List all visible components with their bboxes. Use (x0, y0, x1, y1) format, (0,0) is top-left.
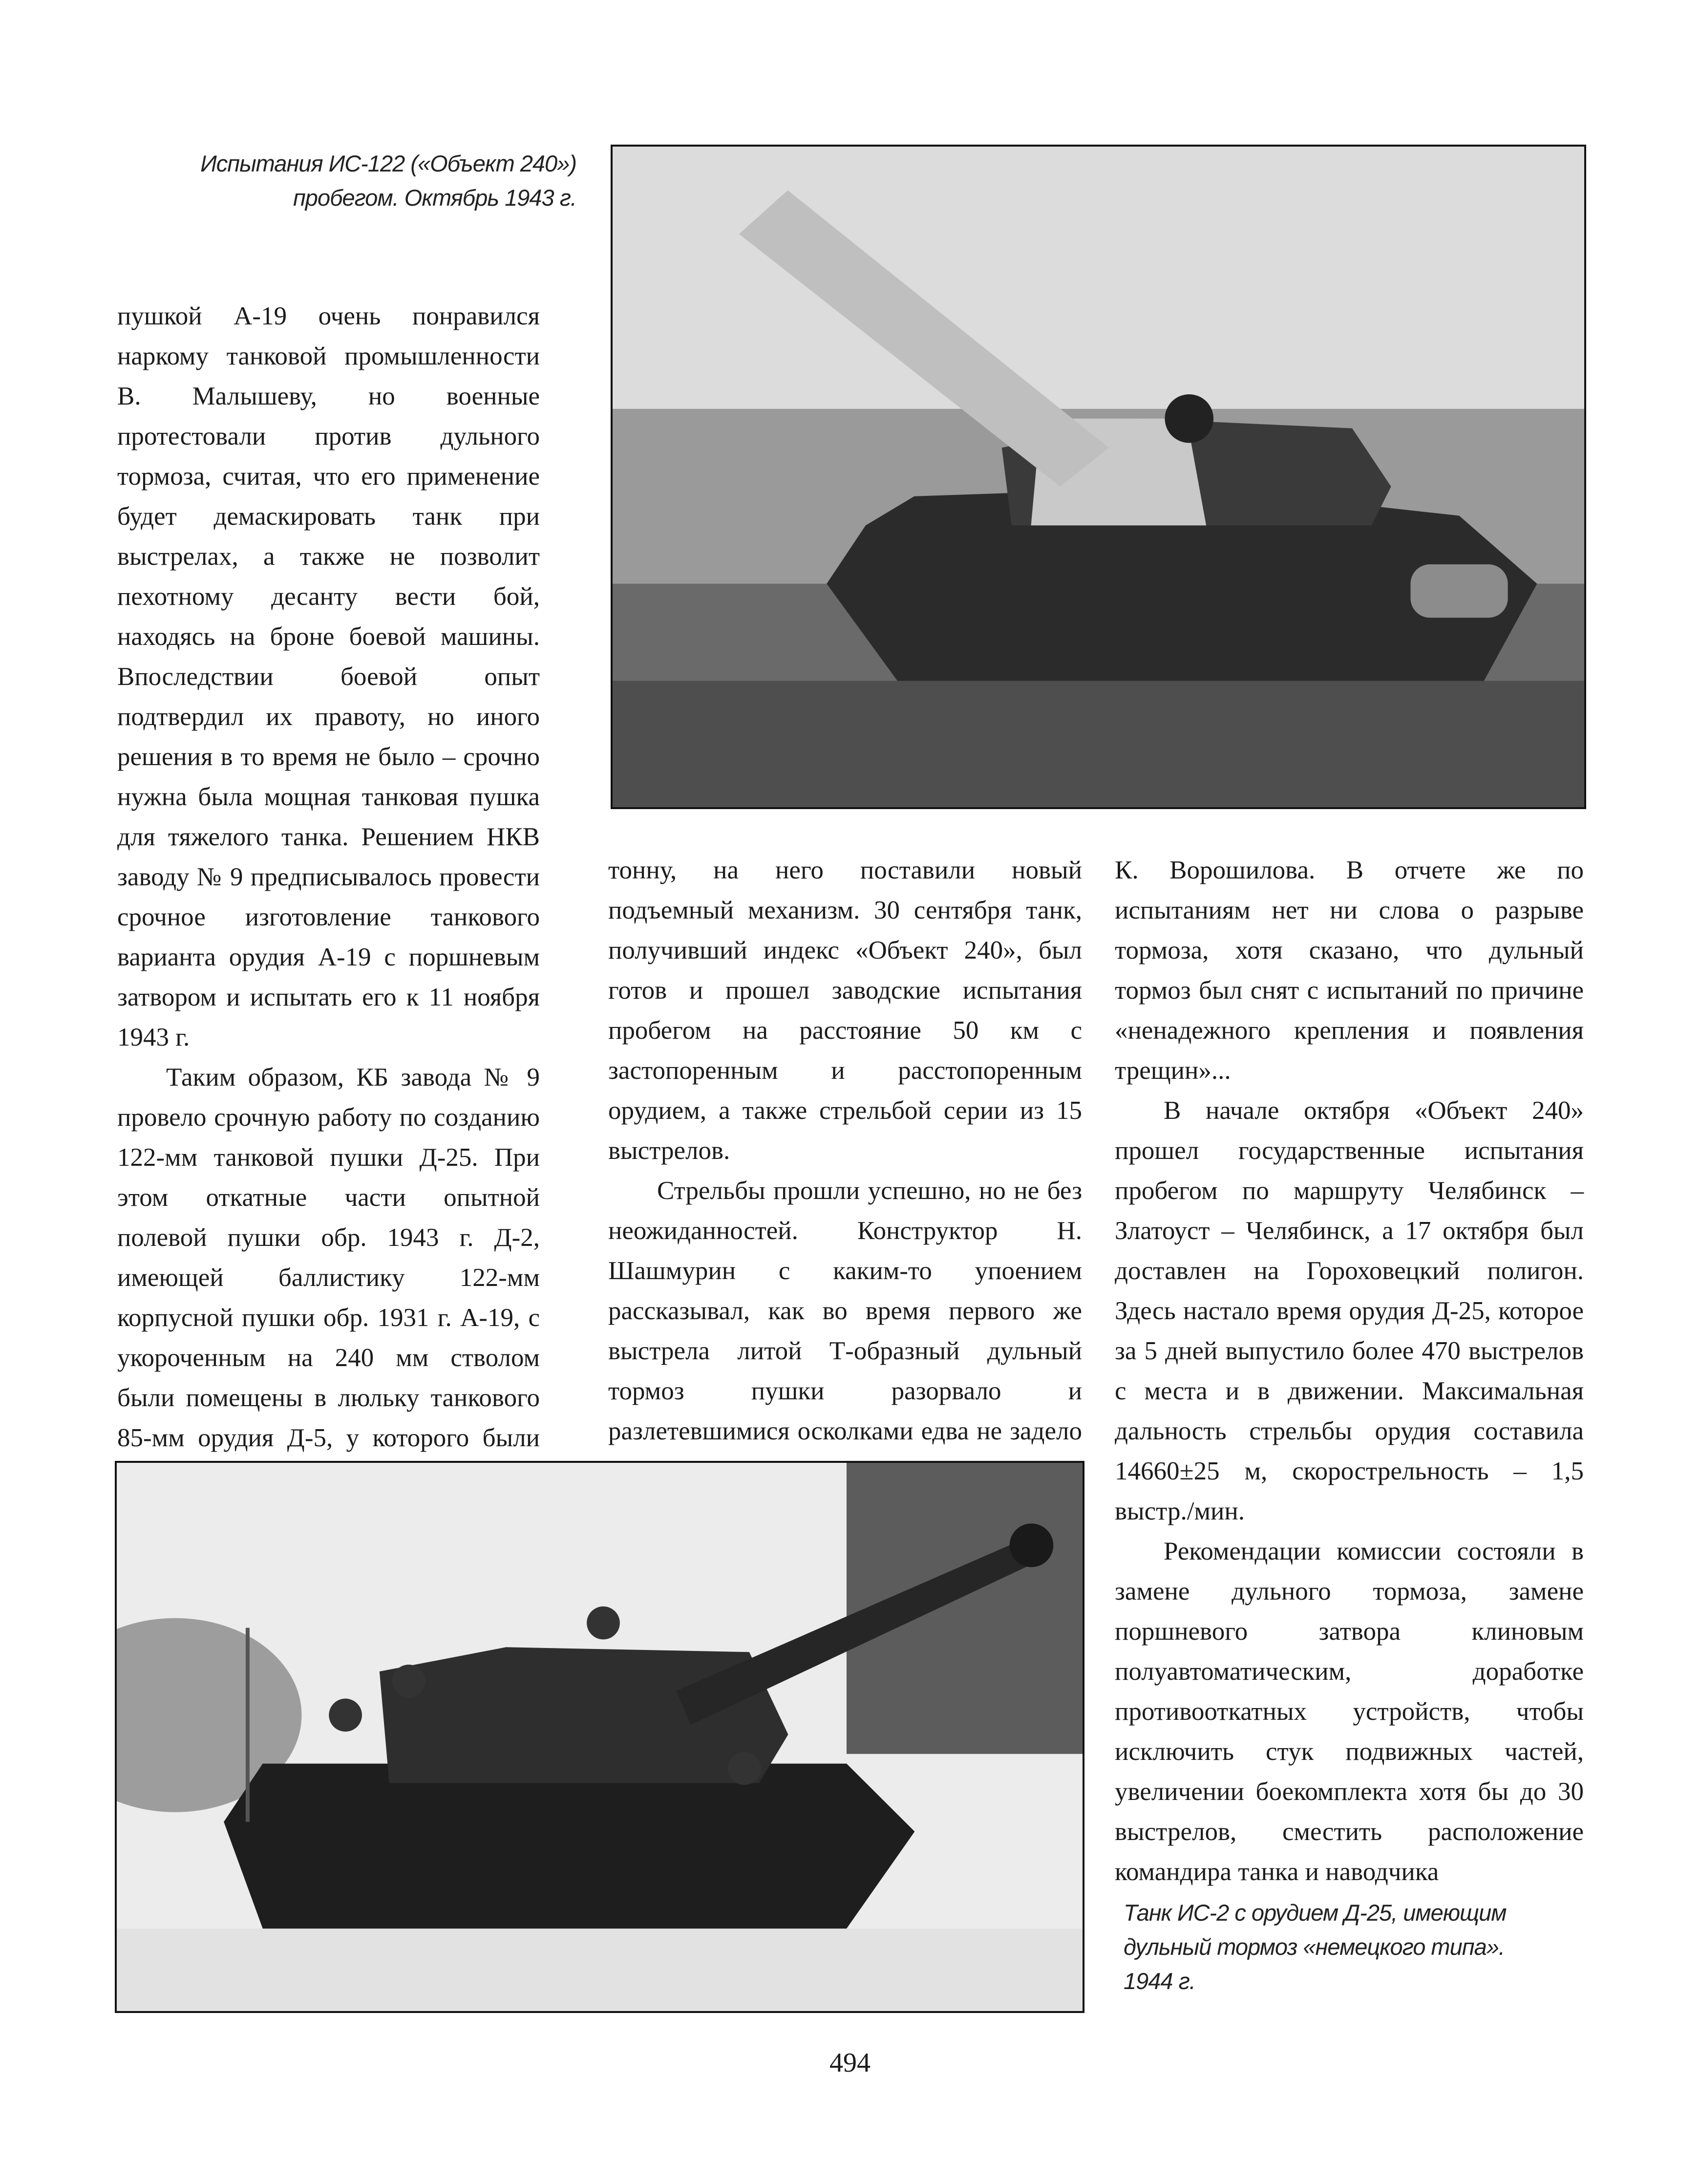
text-column-1 (117, 296, 540, 1578)
paragraph: Таким образом, КБ завода № 9 провело срочную работу по созданию 122-мм танковой пушки Д-25. При этом откатные части опытной полевой пушки обр. 1943 г. Д-2, имеющей баллистику 122-мм корпусной пушки обр. 1931 г. А-19, с укороченным на 240 мм стволом были помещены в люльку танкового 85-мм орудия Д-5, у которого были (117, 1063, 540, 1452)
paragraph: тонну, на него поставили новый подъемный механизм. 30 сентября танк, получивший индекс «Объект 240», был готов и прошел заводские испытания пробегом на расстояние 50 км с застопоренным и расстопоренным орудием, а также стрельбой серии из 15 выстрелов. (608, 856, 1082, 1165)
caption-line: 1944 г. (1124, 1968, 1195, 1994)
page-number: 494 (829, 2048, 871, 2078)
paragraph: Стрельбы прошли успешно, но не без неожиданностей. Конструктор Н. Шашмурин с каким-то упоением рассказывал, как во время первого же выстрела литой Т-образный дульный тормоз пушки разорвало и разлетевшимися осколками едва не задело (608, 1177, 1082, 1445)
text-column-3 (1115, 850, 1584, 1892)
photo-caption-top (147, 147, 576, 215)
caption-line: Танк ИС-2 с орудием Д-25, имеющим (1124, 1900, 1507, 1926)
caption-line: дульный тормоз «немецкого типа». (1124, 1934, 1505, 1960)
photo-caption-bottom (1124, 1896, 1563, 1998)
text-column-2 (608, 850, 1082, 1491)
caption-line: пробегом. Октябрь 1943 г. (293, 185, 576, 211)
photo-tank-trial (611, 145, 1586, 809)
paragraph: В начале октября «Объект 240» прошел государственные испытания пробегом по маршруту Челябинск – Златоуст – Челябинск, а 17 октября был доставлен на Гороховецкий полигон. Здесь настало время орудия Д-25, которое за 5 дней выпустило более 470 выстрелов с места и в движении. Максимальная дальность стрельбы орудия составила 14660±25 м, скорострельность – 1,5 выстр./мин. (1115, 1096, 1584, 1525)
paragraph: К. Ворошилова. В отчете же по испытаниям нет ни слова о разрыве тормоза, хотя сказано, что дульный тормоз был снят с испытаний по причине «ненадежного крепления и появления трещин»... (1115, 856, 1584, 1085)
paragraph: Рекомендации комиссии состояли в замене дульного тормоза, замене поршневого затвора клиновым полуавтоматическим, доработке противооткатных устройств, чтобы исключить стук подвижных частей, увеличении боекомплекта хотя бы до 30 выстрелов, сместить расположение командира танка и наводчика (1115, 1537, 1584, 1886)
paragraph: пушкой А-19 очень понравился наркому танковой промышленности В. Малышеву, но военные протестовали против дульного тормоза, считая, что его применение будет демаскировать танк при выстрелах, а также не позволит пехотному десанту вести бой, находясь на броне боевой машины. Впоследствии боевой опыт подтвердил их правоту, но иного решения в то время не было – срочно нужна была мощная танковая пушка для тяжелого танка. Решением НКВ заводу № 9 предписывалось провести срочное изготовление танкового варианта орудия А-19 с поршневым затвором и испытать его к 11 ноября 1943 г. (117, 302, 540, 1051)
photo-is2-tank (115, 1461, 1084, 2013)
caption-line: Испытания ИС-122 («Объект 240») (200, 150, 576, 176)
